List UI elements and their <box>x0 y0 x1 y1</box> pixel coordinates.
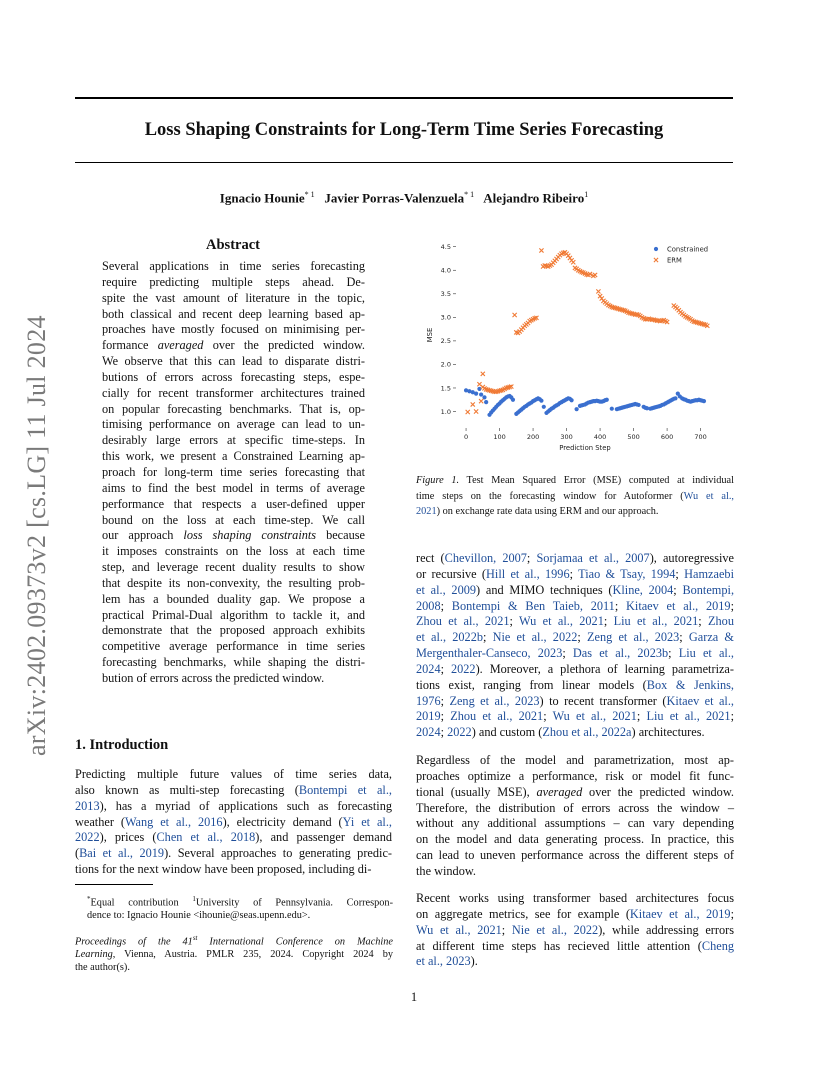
erm-point <box>596 289 600 293</box>
text-line <box>75 961 393 974</box>
citation-link[interactable]: Kitaev et al., 2019 <box>629 906 731 921</box>
text-run: tions for the next window have been proposed, including di- <box>75 862 372 877</box>
text-run: ( <box>75 846 80 861</box>
citation-link[interactable]: Wang et al., 2016 <box>124 814 223 829</box>
text-run: rect ( <box>416 551 445 565</box>
citation-link[interactable]: Nie et al., 2022 <box>492 630 578 645</box>
text-run: ; <box>562 646 573 661</box>
text-run: on popular forecasting benchmarks. That is, op- <box>102 401 365 416</box>
citation-link[interactable]: Chen et al., 2018 <box>156 830 256 845</box>
text-run: University of Pennsylvania. Correspon- <box>195 897 393 909</box>
erm-point <box>466 410 470 414</box>
text-run: Proceedings of the <box>75 936 183 948</box>
text-run: ) and custom ( <box>471 725 543 740</box>
text-run: bound on the loss at each time-step. We call <box>102 512 365 527</box>
text-run: Equal contribution <box>90 897 193 909</box>
citation-link[interactable]: Nie et al., 2022 <box>511 922 599 937</box>
citation-link[interactable]: 2022 <box>75 830 100 845</box>
x-axis-label: Prediction Step <box>559 444 611 452</box>
text-line <box>102 639 365 655</box>
citation-link[interactable]: Mergenthaler-Canseco, 2023 <box>416 646 563 661</box>
citation-link[interactable]: 2019 <box>416 709 441 724</box>
text-line <box>416 753 734 769</box>
citation-link[interactable]: Yi et al., <box>342 814 393 829</box>
text-run: time steps on the forecasting window for Autoformer ( <box>416 490 684 502</box>
author-marks: * 1 <box>304 190 315 199</box>
text-run: ; <box>440 693 450 708</box>
text-run: ) architectures. <box>631 725 705 740</box>
text-run: desirably large errors at specific time-steps. In <box>102 433 365 448</box>
text-line <box>102 322 365 338</box>
text-run: ; <box>543 709 553 724</box>
text-run: loss shaping constraints <box>183 528 317 543</box>
section-heading-introduction: 1. Introduction <box>75 737 169 753</box>
text-run: ), while addressing errors <box>598 922 735 937</box>
legend-marker-constrained <box>654 247 658 251</box>
text-run: the window. <box>416 863 476 878</box>
citation-link[interactable]: 2024 <box>416 661 441 676</box>
text-line <box>416 489 734 505</box>
text-line <box>102 671 365 687</box>
citation-link[interactable]: 2024 <box>416 725 441 740</box>
y-tick-label: 4.0 <box>440 266 451 275</box>
constrained-point <box>575 407 579 411</box>
text-line <box>75 862 392 878</box>
x-tick-label: 700 <box>694 433 707 441</box>
text-run: ; <box>614 598 627 613</box>
text-line <box>102 275 365 291</box>
text-run: averaged <box>157 338 204 353</box>
citation-link[interactable]: 2008 <box>416 598 441 613</box>
text-line <box>102 259 365 275</box>
citation-link[interactable]: Chevillon, 2007 <box>444 551 527 565</box>
text-line <box>75 932 393 948</box>
text-line <box>75 783 392 799</box>
citation-link[interactable]: Tiao & Tsay, 1994 <box>578 566 676 581</box>
text-line <box>416 816 734 832</box>
author-marks: * 1 <box>464 190 475 199</box>
citation-link[interactable]: Wu et al., 2021 <box>519 614 604 629</box>
y-tick-label: 1.5 <box>440 384 451 393</box>
citation-link[interactable]: 1976 <box>416 693 441 708</box>
y-tick-label: 2.0 <box>440 360 451 369</box>
text-run: ; <box>577 630 587 645</box>
text-run: ). <box>470 954 478 969</box>
title-bottom-rule <box>75 162 733 163</box>
text-run: ; <box>698 614 709 629</box>
citation-link[interactable]: Zhou et al., 2021 <box>450 709 544 724</box>
text-run: practical Primal-Dual algorithm to tackle it, and <box>102 607 365 622</box>
text-run: ; <box>730 906 734 921</box>
text-line <box>102 449 365 465</box>
text-run: bution of errors across the predicted window. <box>102 670 325 685</box>
text-line <box>416 614 734 630</box>
text-line <box>102 513 365 529</box>
text-run: ; <box>603 614 614 629</box>
citation-link[interactable]: Das et al., 2023b <box>572 646 669 661</box>
text-line <box>102 497 365 513</box>
text-run: that despite its non-convexity, the resulting prob- <box>102 575 365 590</box>
footnote-rule <box>75 884 153 885</box>
text-run: tions exist, ranging from linear models ( <box>416 677 647 692</box>
citation-link[interactable]: 2013 <box>75 798 100 813</box>
text-run: Figure 1. <box>416 475 460 486</box>
citation-link[interactable]: Bontempi, <box>682 582 735 597</box>
erm-point <box>479 399 483 403</box>
text-run: ; <box>636 709 647 724</box>
text-run: can lead to uneven performance across the different steps of <box>416 848 734 863</box>
text-run: Regardless of the model and parametrization, most ap- <box>416 753 734 767</box>
text-line <box>102 417 365 433</box>
citation-link[interactable]: Wu et al., 2021 <box>552 709 637 724</box>
text-line <box>416 848 734 864</box>
text-line <box>416 551 734 567</box>
text-run: ; <box>526 551 537 565</box>
citation-link[interactable]: Wu et al., <box>683 490 734 502</box>
text-run: the author(s). <box>75 962 130 974</box>
text-run: proach for long-term time series forecasting that <box>102 464 365 479</box>
legend-label: Constrained <box>667 245 709 254</box>
text-run: on the model and data generating process. In practice, this <box>416 832 734 847</box>
y-tick-label: 2.5 <box>440 337 451 346</box>
text-run: Predicting multiple future values of time series data, <box>75 767 392 781</box>
text-run: ), autoregressive <box>649 551 734 565</box>
text-line <box>102 354 365 370</box>
text-run: 41 <box>182 936 193 948</box>
text-line <box>416 630 734 646</box>
citation-link[interactable]: Wu et al., 2021 <box>416 922 502 937</box>
text-run: ; <box>675 566 685 581</box>
citation-link[interactable]: 2021 <box>416 506 437 517</box>
text-run: butions of errors across forecasting steps, espe- <box>102 369 365 384</box>
citation-link[interactable]: Liu et al., <box>678 646 734 661</box>
text-line <box>102 338 365 354</box>
citation-link[interactable]: Zhou <box>708 614 734 629</box>
text-run: ; <box>668 646 679 661</box>
text-run: ). Several approaches to generating predic- <box>164 846 392 861</box>
constrained-point <box>542 405 546 409</box>
text-run: Therefore, the distribution of errors across the window – <box>416 800 734 815</box>
constrained-point <box>474 392 478 396</box>
text-run: forecasting benchmarks, while shaping the distri- <box>102 655 365 670</box>
text-run: averaged <box>536 784 583 799</box>
text-run: ; <box>440 709 451 724</box>
text-run: performance that respects a user-defined upper <box>102 496 365 511</box>
constrained-point <box>569 398 573 402</box>
text-run: formance <box>102 338 158 353</box>
text-line <box>102 544 365 560</box>
citation-link[interactable]: Bontempi & Ben Taieb, 2011 <box>451 598 615 613</box>
citation-link[interactable]: Box & Jenkins, <box>646 677 734 692</box>
text-run: timising performance on average can lead to un- <box>102 417 365 432</box>
text-run: our approach <box>102 528 184 543</box>
citation-link[interactable]: Kline, 2004 <box>612 582 674 597</box>
citation-link[interactable]: et al., 2023 <box>416 954 471 969</box>
text-run: at different time steps has recieved little attention ( <box>416 938 702 953</box>
figure-1 <box>416 234 734 462</box>
text-run: We observe that this can lead to disparate distri- <box>102 354 365 369</box>
text-line <box>75 909 393 922</box>
text-run: lem has a bounded duality gap. We propose a <box>102 591 365 606</box>
constrained-point <box>610 407 614 411</box>
citation-link[interactable]: Zhou et al., 2021 <box>416 614 510 629</box>
y-tick-label: 3.5 <box>440 290 451 299</box>
text-line <box>416 832 734 848</box>
y-tick-label: 1.0 <box>440 407 451 416</box>
text-line <box>416 709 734 725</box>
text-run: this work, we present a Constrained Learning ap- <box>102 449 365 464</box>
text-run: ), prices ( <box>99 830 157 845</box>
footnote-proceedings <box>75 932 393 974</box>
text-line <box>102 608 365 624</box>
citation-link[interactable]: et al., 2022b <box>416 630 483 645</box>
text-run: proaches have mostly focused on minimising per- <box>102 322 365 337</box>
constrained-point <box>539 399 543 403</box>
footnote-affiliation <box>75 893 393 922</box>
text-line <box>102 528 365 544</box>
title-top-rule <box>75 97 733 99</box>
text-line <box>416 785 734 801</box>
x-tick-label: 600 <box>660 433 674 441</box>
text-run: or recursive ( <box>416 566 487 581</box>
text-run: ; <box>483 630 493 645</box>
text-run: both classical and recent deep learning based ap- <box>102 306 365 321</box>
text-line <box>75 815 392 831</box>
right-column-paragraph-3 <box>416 891 734 970</box>
text-run: ; <box>440 725 448 740</box>
citation-link[interactable]: et al., 2009 <box>416 582 477 597</box>
text-run: spite the vast amount of literature in the topic, <box>102 290 365 305</box>
text-run: without any additional assumptions – can vary depending <box>416 816 734 831</box>
text-line <box>416 662 734 678</box>
legend-label: ERM <box>667 256 682 265</box>
erm-point <box>571 260 575 264</box>
text-run: demonstrate that the proposed approach exhibits <box>102 623 365 638</box>
text-run: 1 <box>192 895 196 903</box>
figure-caption <box>416 473 734 520</box>
x-tick-label: 0 <box>463 433 469 441</box>
erm-point <box>471 402 475 406</box>
citation-link[interactable]: Cheng <box>701 938 734 953</box>
text-line <box>416 923 734 939</box>
erm-point <box>513 313 517 317</box>
text-run: weather ( <box>75 814 125 829</box>
text-line <box>416 694 734 710</box>
author-name: Javier Porras-Valenzuela <box>324 190 465 206</box>
text-line <box>75 948 393 961</box>
text-run: Recent works using transformer based architectures focus <box>416 891 734 905</box>
x-tick-label: 200 <box>526 433 540 441</box>
text-run: over the predicted window. <box>582 784 734 799</box>
text-run: also known as multi-step forecasting ( <box>75 782 299 797</box>
text-line <box>416 939 734 955</box>
author-marks: 1 <box>584 190 589 199</box>
text-line <box>416 891 734 907</box>
text-line <box>75 893 393 909</box>
text-line <box>416 907 734 923</box>
constrained-point <box>637 403 641 407</box>
text-line <box>102 402 365 418</box>
text-line <box>416 583 734 599</box>
text-run: competitive average performance in time series <box>102 639 365 654</box>
text-run: ; <box>440 598 452 613</box>
text-run: ; <box>501 922 512 937</box>
right-column-paragraph-2 <box>416 753 734 880</box>
citation-link[interactable]: Bontempi et al., <box>298 782 392 797</box>
text-line <box>416 769 734 785</box>
mse-scatter-chart <box>416 234 734 462</box>
text-line <box>416 646 734 662</box>
text-line <box>416 954 734 970</box>
x-tick-label: 500 <box>627 433 640 441</box>
text-line <box>102 592 365 608</box>
text-line <box>416 473 734 489</box>
author-name: Alejandro Ribeiro <box>483 190 585 206</box>
text-line <box>416 599 734 615</box>
citation-link[interactable]: 2022 <box>450 661 476 676</box>
text-run: ; <box>679 630 689 645</box>
arxiv-identifier: arXiv:2402.09373v2 [cs.LG] 11 Jul 2024 <box>22 315 51 756</box>
abstract-body <box>102 259 365 687</box>
constrained-point <box>702 399 706 403</box>
text-run: ) to recent transformer ( <box>539 693 667 708</box>
text-run: st <box>192 934 198 942</box>
text-run: ; <box>569 566 579 581</box>
text-run: ; <box>673 582 683 597</box>
text-run: * <box>87 895 91 903</box>
citation-link[interactable]: Liu et al., 2021 <box>613 614 699 629</box>
text-run: it imposes constraints on the loss at each time <box>102 544 365 559</box>
text-line <box>102 623 365 639</box>
text-line <box>102 481 365 497</box>
text-run: over the predicted window. <box>203 338 365 353</box>
erm-point <box>539 248 543 252</box>
text-line <box>102 576 365 592</box>
citation-link[interactable]: Garza & <box>688 630 734 645</box>
text-run: ; <box>730 709 734 724</box>
citation-link[interactable]: Hamzaebi <box>684 566 734 581</box>
text-run: require predicting multiple steps ahead. De- <box>102 274 365 289</box>
constrained-point <box>511 398 515 402</box>
citation-link[interactable]: 2022 <box>447 725 472 740</box>
citation-link[interactable]: Zhou et al., 2022a <box>542 725 632 740</box>
text-line <box>416 504 734 520</box>
text-run: ), electricity demand ( <box>222 814 343 829</box>
constrained-point <box>673 396 677 400</box>
text-line <box>416 725 734 741</box>
author-list <box>75 190 733 206</box>
text-line <box>75 846 392 862</box>
text-line <box>102 560 365 576</box>
text-run: step, and leverage recent duality results to show <box>102 560 365 575</box>
text-line <box>416 864 734 880</box>
text-run: ), has a myriad of applications such as forecasting <box>99 798 392 813</box>
text-line <box>75 767 392 783</box>
text-line <box>102 370 365 386</box>
x-tick-label: 400 <box>593 433 607 441</box>
text-line <box>102 386 365 402</box>
citation-link[interactable]: Zeng et al., 2023 <box>587 630 680 645</box>
text-run: , Vienna, Austria. PMLR 235, 2024. Copyright 2024 by <box>112 949 393 961</box>
author-name: Ignacio Hounie <box>219 190 305 206</box>
x-tick-label: 300 <box>560 433 573 441</box>
legend-marker-erm <box>654 258 658 262</box>
text-run: on aggregate metrics, see for example ( <box>416 906 630 921</box>
text-line <box>102 291 365 307</box>
y-tick-label: 3.0 <box>440 313 451 322</box>
citation-link[interactable]: Zeng et al., 2023 <box>449 693 540 708</box>
paper-title: Loss Shaping Constraints for Long-Term Time Series Forecasting <box>144 120 664 140</box>
text-run: tional (usually MSE), <box>416 784 537 799</box>
text-run: ), and passenger demand <box>255 830 393 845</box>
text-line <box>75 830 392 846</box>
abstract-heading: Abstract <box>206 237 260 253</box>
erm-point <box>481 372 485 376</box>
text-run: Learning <box>75 949 113 961</box>
citation-link[interactable]: Kitaev et al., 2019 <box>626 598 731 613</box>
text-run: cially for recent transformer architectures trained <box>102 385 365 400</box>
text-line <box>102 433 365 449</box>
text-line <box>102 465 365 481</box>
right-column-paragraph-1 <box>416 551 734 741</box>
text-run: Test Mean Squared Error (MSE) computed at individual <box>459 475 734 486</box>
text-run: ; <box>730 598 734 613</box>
text-run: ). Moreover, a plethora of learning parametriza- <box>475 661 734 676</box>
text-line <box>416 678 734 694</box>
y-tick-label: 4.5 <box>440 243 451 252</box>
x-tick-label: 100 <box>493 433 506 441</box>
citation-link[interactable]: Kitaev et al., <box>666 693 734 708</box>
citation-link[interactable]: Sorjamaa et al., 2007 <box>536 551 650 565</box>
text-line <box>416 801 734 817</box>
text-run: International Conference on Machine <box>197 936 393 948</box>
y-axis-label: MSE <box>426 327 434 343</box>
text-run: ) on exchange rate data using ERM and our approach. <box>436 506 659 517</box>
text-run: Several applications in time series forecasting <box>102 259 365 273</box>
text-line <box>416 567 734 583</box>
constrained-point <box>605 398 609 402</box>
text-run: dence to: Ignacio Hounie <ihounie@seas.upenn.edu>. <box>87 910 311 922</box>
text-run: because <box>316 528 365 543</box>
citation-link[interactable]: Bai et al., 2019 <box>79 846 165 861</box>
text-run: ; <box>440 661 451 676</box>
constrained-point <box>479 392 483 396</box>
citation-link[interactable]: Liu et al., 2021 <box>646 709 731 724</box>
erm-point <box>474 409 478 413</box>
text-line <box>102 655 365 671</box>
citation-link[interactable]: Hill et al., 1996 <box>486 566 570 581</box>
text-run: ; <box>509 614 520 629</box>
constrained-point <box>484 400 488 404</box>
text-run: proaches optimize a performance, risk or model fit func- <box>416 768 734 783</box>
page-number: 1 <box>410 990 418 1004</box>
text-run: aims to find the best model in terms of average <box>102 480 365 495</box>
text-line <box>102 307 365 323</box>
text-run: ) and MIMO techniques ( <box>476 582 613 597</box>
text-line <box>75 799 392 815</box>
introduction-body <box>75 767 392 878</box>
